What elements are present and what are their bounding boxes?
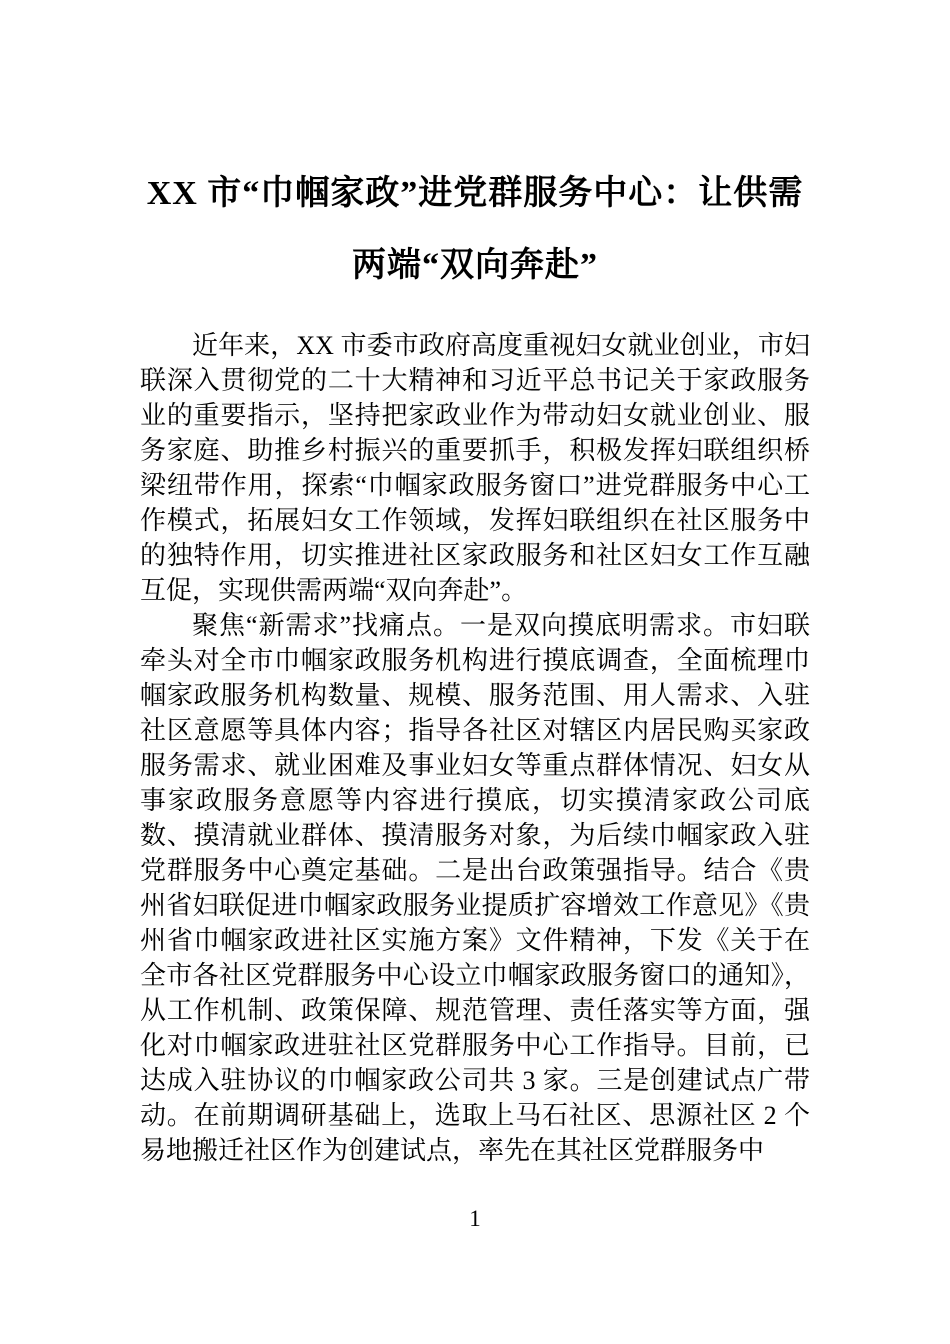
document-title: XX 市“巾帼家政”进党群服务中心：让供需两端“双向奔赴” bbox=[146, 175, 804, 284]
page-number: 1 bbox=[469, 1206, 481, 1231]
document-body bbox=[140, 328, 810, 1168]
paragraph-2: 聚焦“新需求”找痛点。一是双向摸底明需求。市妇联牵头对全市巾帼家政服务机构进行摸底调查，全面梳理巾帼家政服务机构数量、规模、服务范围、用人需求、入驻社区意愿等具体内容；指导各社区对辖区内居民购买家政服务需求、就业困难及事业妇女等重点群体情况、妇女从事家政服务意愿等内容进行摸底，切实摸清家政公司底数、摸清就业群体、摸清服务对象，为后续巾帼家政入驻党群服务中心奠定基础。二是出台政策强指导。结合《贵州省妇联促进巾帼家政服务业提质扩容增效工作意见》《贵州省巾帼家政进社区实施方案》文件精神，下发《关于在全市各社区党群服务中心设立巾帼家政服务窗口的通知》，从工作机制、政策保障、规范管理、责任落实等方面，强化对巾帼家政进驻社区党群服务中心工作指导。目前，已达成入驻协议的巾帼家政公司共 3 家。三是创建试点广带动。在前期调研基础上，选取上马石社区、思源社区 2 个易地搬迁社区作为创建试点，率先在其社区党群服务中 bbox=[140, 611, 810, 1165]
paragraph-1: 近年来，XX 市委市政府高度重视妇女就业创业，市妇联深入贯彻党的二十大精神和习近平总书记关于家政服务业的重要指示，坚持把家政业作为带动妇女就业创业、服务家庭、助推乡村振兴的重要抓手，积极发挥妇联组织桥梁纽带作用，探索“巾帼家政服务窗口”进党群服务中心工作模式，拓展妇女工作领域，发挥妇联组织在社区服务中的独特作用，切实推进社区家政服务和社区妇女工作互融互促，实现供需两端“双向奔赴”。 bbox=[140, 331, 810, 605]
